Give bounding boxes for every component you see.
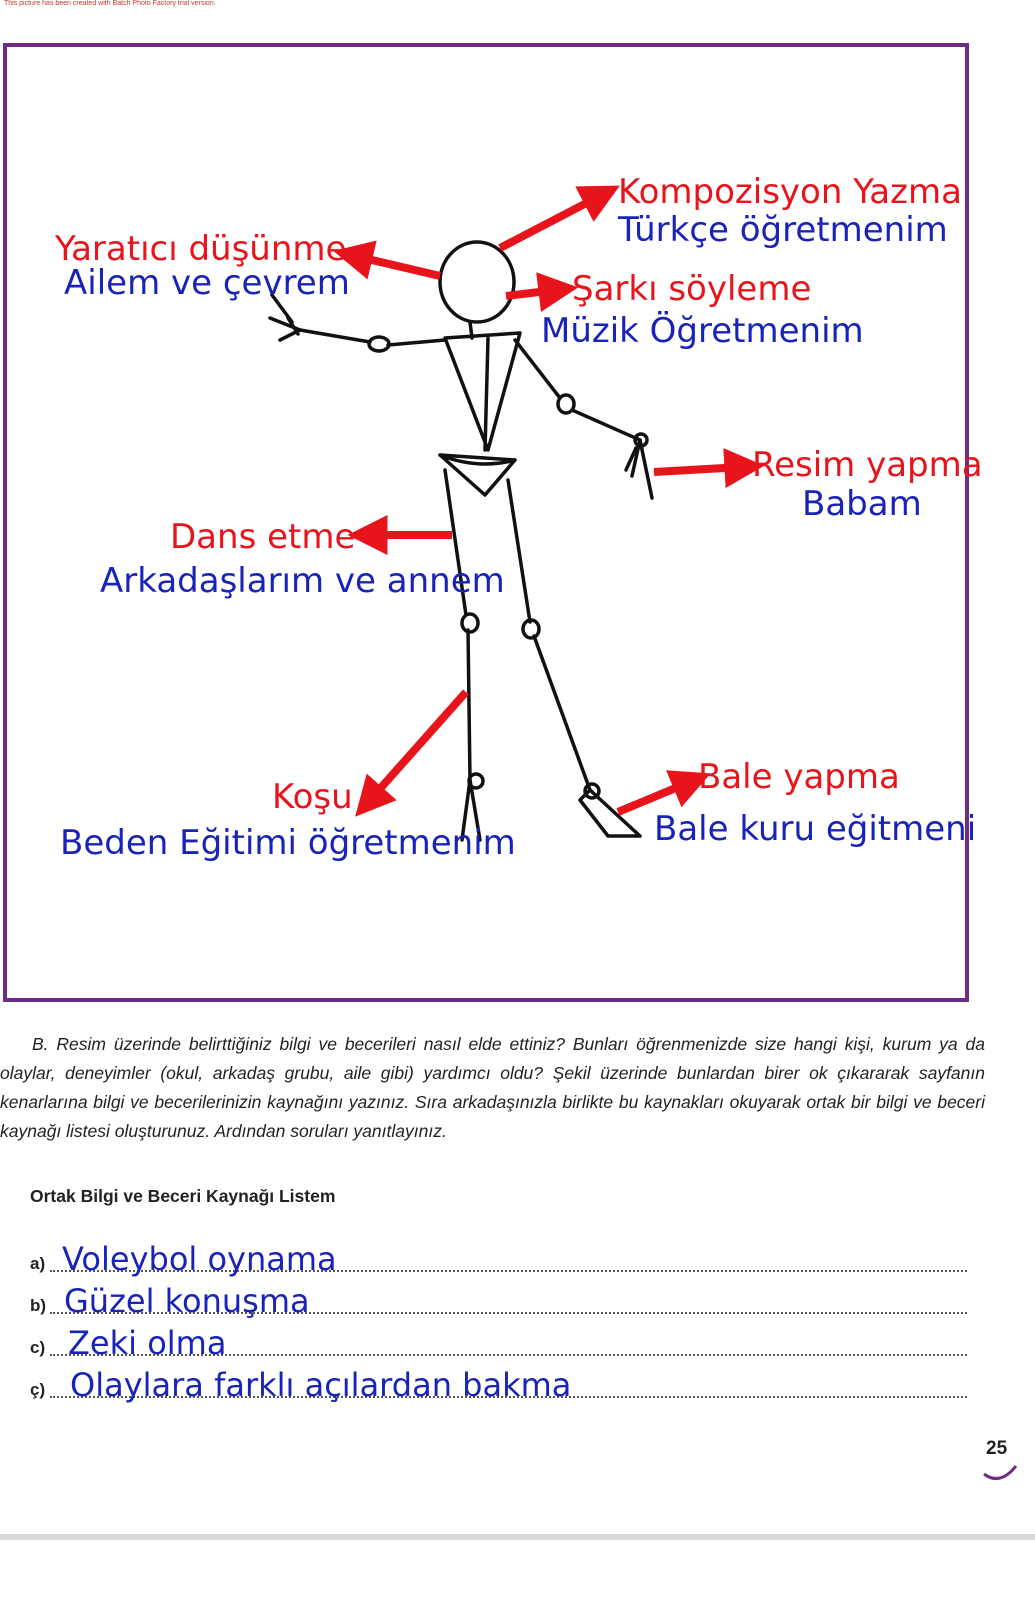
figure-torso xyxy=(445,333,520,450)
instruction-paragraph: B. Resim üzerinde belirttiğiniz bilgi ve becerileri nasıl elde ettiniz? Bunları öğrenmenizde size hangi kişi, kurum ya da olaylar, deneyimler (okul, arkadaş grubu, aile gibi) yardımcı oldu? Şekil üzerinde bunlardan birer ok çıkararak sayfanın kenarlarına bilgi ve becerilerinizin kaynağını yazınız. Sıra arkadaşınızla birlikte bu kaynakları okuyarak ortak bir bilgi ve beceri kaynağı listesi oluşturunuz. Ardından soruları yanıtlayınız. xyxy=(0,1034,985,1141)
skill-label-creative-thinking: Yaratıcı düşünme xyxy=(55,229,347,269)
page-corner-swoosh-icon xyxy=(980,1462,1020,1492)
list-title: Ortak Bilgi ve Beceri Kaynağı Listem xyxy=(30,1186,336,1206)
figure-right-leg xyxy=(508,480,590,790)
list-row-ch xyxy=(30,1358,967,1404)
skill-label-ballet: Bale yapma xyxy=(698,757,900,797)
list-row-a xyxy=(30,1232,967,1278)
figure-right-arm xyxy=(515,340,640,440)
list-row-c xyxy=(30,1316,967,1362)
handwritten-answer: Voleybol oynama xyxy=(62,1240,337,1278)
list-letter: ç) xyxy=(30,1380,46,1399)
handwritten-answer: Zeki olma xyxy=(68,1324,227,1362)
skill-label-composition: Kompozisyon Yazma xyxy=(618,172,962,212)
source-label-pe-teacher: Beden Eğitimi öğretmenim xyxy=(60,823,516,863)
list-letter: a) xyxy=(30,1254,46,1273)
source-label-father: Babam xyxy=(802,484,922,524)
list-row-b xyxy=(30,1274,967,1320)
skill-label-painting: Resim yapma xyxy=(752,445,983,485)
source-label-music-teacher: Müzik Öğretmenim xyxy=(541,311,864,351)
figure-left-leg xyxy=(445,470,470,780)
list-letter: c) xyxy=(30,1338,46,1357)
source-label-turkish-teacher: Türkçe öğretmenim xyxy=(618,210,948,250)
source-label-ballet-instructor: Bale kuru eğitmeni xyxy=(654,809,977,849)
page-bottom-bar xyxy=(0,1534,1035,1540)
skill-label-singing: Şarkı söyleme xyxy=(572,269,812,309)
list-letter: b) xyxy=(30,1296,47,1315)
trial-notice: This picture has been created with Batch Photo Factory trial version. xyxy=(4,0,216,7)
handwritten-answer: Olaylara farklı açılardan bakma xyxy=(70,1366,572,1404)
skill-label-dancing: Dans etme xyxy=(170,517,356,557)
page-number: 25 xyxy=(986,1438,1008,1459)
figure-head xyxy=(440,242,514,322)
source-label-family: Ailem ve çevrem xyxy=(64,263,350,303)
handwritten-answer: Güzel konuşma xyxy=(64,1282,310,1320)
skill-label-running: Koşu xyxy=(272,777,353,817)
source-label-friends-mother: Arkadaşlarım ve annem xyxy=(100,561,505,601)
